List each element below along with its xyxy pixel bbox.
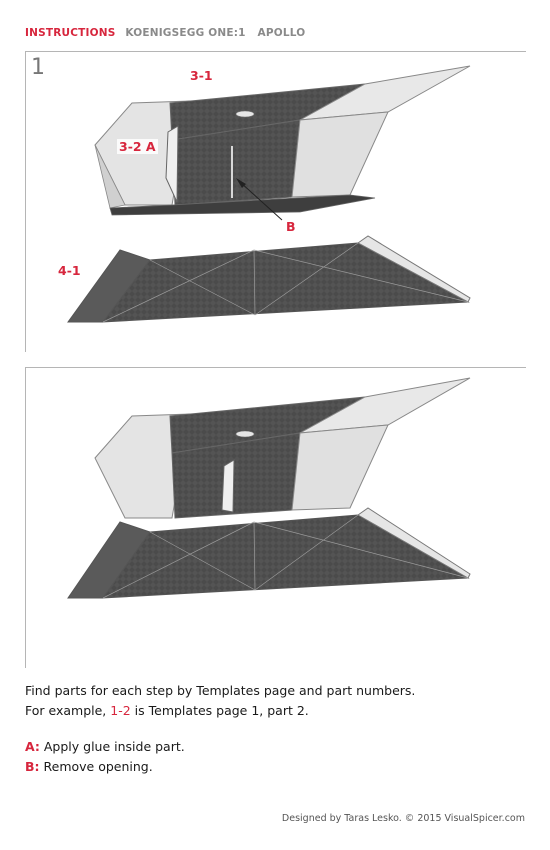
legend: [25, 737, 185, 777]
step-number: 1: [31, 55, 45, 80]
header-section: INSTRUCTIONS: [25, 27, 116, 39]
example-ref: 1-2: [110, 703, 131, 718]
legend-b: [25, 757, 185, 777]
header-model: KOENIGSEGG ONE:1: [125, 27, 246, 39]
part-label-4-1: 4-1: [58, 263, 81, 278]
header-name: APOLLO: [257, 27, 306, 39]
instructions-line-1: Find parts for each step by Templates page and part numbers.: [25, 683, 416, 698]
footer-credit: Designed by Taras Lesko. © 2015 VisualSpicer.com: [281, 813, 525, 824]
example-suffix: is Templates page 1, part 2.: [130, 703, 309, 718]
assembled-upper-shape: [95, 378, 470, 518]
instructions-line-2: [25, 701, 415, 721]
callout-label-b: B: [286, 219, 296, 234]
legend-b-key: B:: [25, 759, 40, 774]
legend-a: [25, 737, 185, 757]
part-label-3-2: 3-2 A: [119, 139, 156, 154]
assembled-lower-shape: [68, 508, 470, 598]
example-prefix: For example,: [25, 703, 111, 718]
legend-a-text: Apply glue inside part.: [39, 739, 185, 754]
part-label-3-1: 3-1: [190, 68, 213, 83]
instructions-intro: [25, 681, 415, 721]
part-4-1-shape: [68, 236, 470, 322]
legend-b-text: Remove opening.: [39, 759, 153, 774]
legend-a-key: A:: [25, 739, 40, 754]
